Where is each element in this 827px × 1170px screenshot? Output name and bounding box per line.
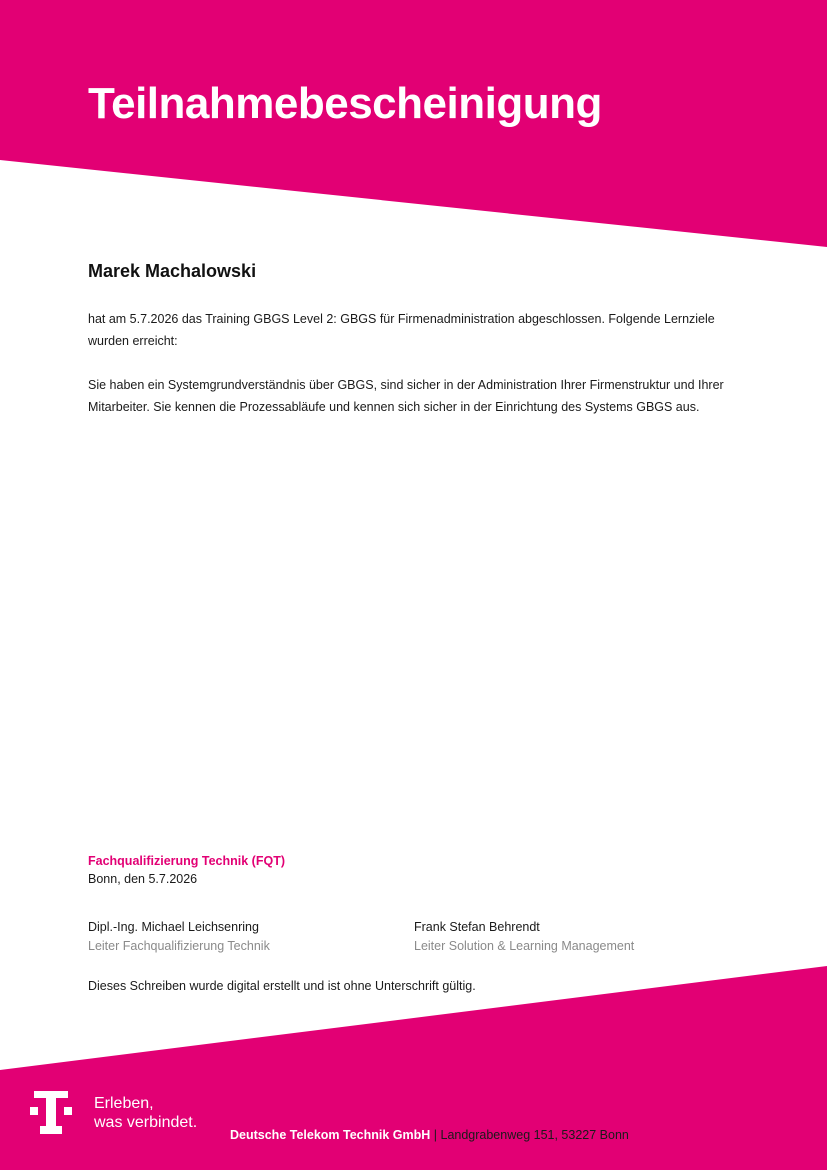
signatory-name: Frank Stefan Behrendt: [414, 920, 540, 934]
signatory-left: [88, 918, 270, 956]
footer-company-line: [230, 1126, 629, 1144]
signatory-role: Leiter Solution & Learning Management: [414, 939, 635, 953]
signatory-name: Dipl.-Ing. Michael Leichsenring: [88, 920, 259, 934]
page-title: Teilnahmebescheinigung: [88, 79, 602, 128]
company-name: Deutsche Telekom Technik GmbH: [230, 1128, 431, 1142]
slogan-line: was verbindet.: [94, 1114, 198, 1131]
learning-goals-text: Sie haben ein Systemgrundverständnis über GBGS, sind sicher in der Administration Ihrer Firmenstruktur und Ihrer Mitarbeiter. Sie kennen die Prozessabläufe und kennen sich sicher in der Einrichtung des Systems GBGS aus.: [88, 378, 724, 414]
issuer-organization: Fachqualifizierung Technik (FQT): [88, 854, 285, 868]
digital-notice: Dieses Schreiben wurde digital erstellt und ist ohne Unterschrift gültig.: [88, 979, 476, 993]
telekom-t-logo-icon: [30, 1090, 72, 1136]
recipient-name: Marek Machalowski: [88, 261, 257, 281]
slogan-line: Erleben,: [94, 1095, 154, 1112]
brand-slogan: [94, 1094, 197, 1132]
place-date: Bonn, den 5.7.2026: [88, 872, 198, 886]
completion-text: hat am 5.7.2026 das Training GBGS Level 2: GBGS für Firmenadministration abgeschlossen. Folgende Lernziele wurden erreicht:: [88, 312, 715, 348]
company-address: | Landgrabenweg 151, 53227 Bonn: [433, 1128, 629, 1142]
signatory-right: [414, 918, 634, 956]
signatory-role: Leiter Fachqualifizierung Technik: [88, 939, 270, 953]
